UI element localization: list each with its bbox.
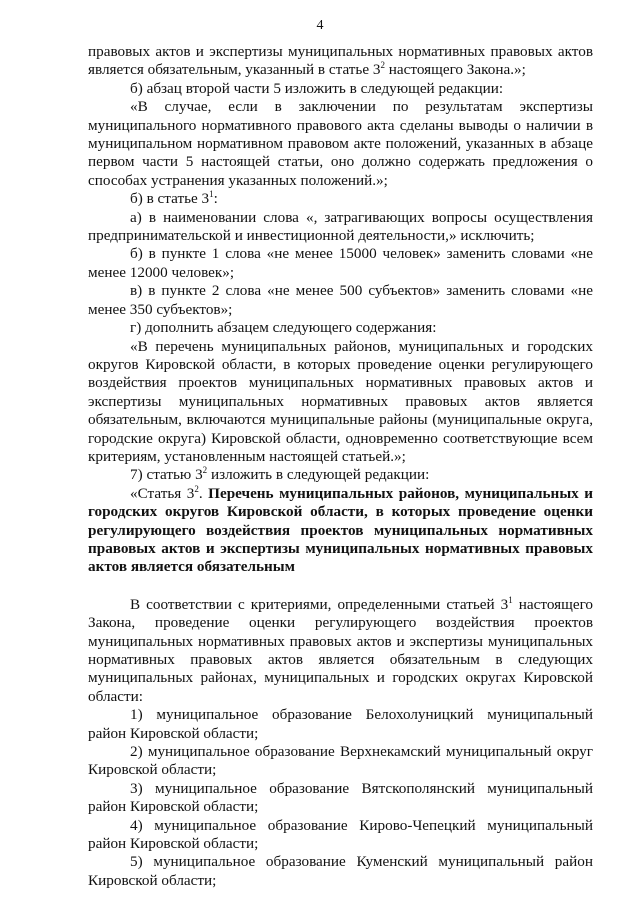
text-run: 1) муниципальное образование Белохолуницкий муниципальный район Кировской области; — [88, 706, 593, 742]
paragraph — [88, 282, 593, 319]
text-run: «В случае, если в заключении по результатам экспертизы муниципального нормативного правового акта сделаны выводы о наличии в муниципальном нормативном правовом акте положений, указанных в абзаце первом части 5 настоящей статьи, оно должно содержать предложения о способах устранения указанных положений.»; — [88, 98, 593, 189]
paragraph — [88, 80, 593, 98]
text-run: 5) муниципальное образование Куменский муниципальный район Кировской области; — [88, 853, 593, 889]
paragraph — [88, 98, 593, 190]
text-run: г) дополнить абзацем следующего содержания: — [130, 319, 437, 337]
text-run: 3) муниципальное образование Вятскополянский муниципальный район Кировской области; — [88, 779, 593, 816]
paragraph — [88, 338, 593, 467]
list-item — [88, 817, 593, 854]
list-item — [88, 743, 593, 780]
bold-text: Перечень муниципальных районов, муниципальных и городских округов Кировской области, в которых проведение оценки регулирующего воздействия проектов муниципальных нормативных правовых актов и экспертизы муниципальных нормативных правовых актов является обязательным — [88, 484, 594, 576]
text-run: . — [198, 484, 209, 502]
article-heading — [88, 485, 593, 577]
text-run: В соответствии с критериями, определенными статьей 3 — [130, 595, 509, 613]
text-run: б) абзац второй части 5 изложить в следующей редакции: — [130, 79, 504, 97]
superscript: 2 — [202, 465, 208, 476]
text-run: в) в пункте 2 слова «не менее 500 субъектов» заменить словами «не менее 350 субъектов»; — [88, 282, 593, 318]
text-run: 4) муниципальное образование Кирово-Чепецкий муниципальный район Кировской области; — [88, 816, 593, 853]
text-run: : — [213, 190, 218, 208]
paragraph — [88, 245, 593, 282]
paragraph — [88, 209, 593, 246]
superscript: 1 — [508, 594, 513, 605]
text-run: изложить в следующей редакции: — [207, 466, 430, 484]
document-body — [88, 43, 593, 890]
text-run: б) в статье 3 — [130, 190, 210, 208]
text-run: а) в наименовании слова «, затрагивающих вопросы осуществления предпринимательской и инвестиционной деятельности,» исключить; — [88, 208, 593, 245]
superscript: 1 — [209, 189, 214, 200]
list-item — [88, 853, 593, 890]
list-item — [88, 706, 593, 743]
page-number: 4 — [316, 18, 324, 33]
paragraph — [88, 596, 593, 706]
paragraph — [88, 319, 593, 337]
text-run: 2) муниципальное образование Верхнекамский муниципальный округ Кировской области; — [88, 743, 593, 779]
superscript: 2 — [194, 483, 199, 494]
text-run: б) в пункте 1 слова «не менее 15000 человек» заменить словами «не менее 12000 человек»; — [88, 245, 593, 281]
text-run: правовых актов и экспертизы муниципальных нормативных правовых актов является обязательным, указанный в статье 3 — [88, 43, 593, 79]
list-item — [88, 780, 593, 817]
text-run: «Статья 3 — [130, 484, 195, 502]
paragraph — [88, 466, 593, 484]
text-run: «В перечень муниципальных районов, муниципальных и городских округов Кировской области, в которых проведение оценки регулирующего воздействия проектов муниципальных нормативных правовых актов и экспертизы муниципальных нормативных правовых актов является обязательным, включаются муниципальные районы (муниципальные округа, городские округа) Кировской области, одновременно соответствующие всем критериям, установленным настоящей статьей.»; — [88, 337, 593, 465]
paragraph — [88, 190, 593, 208]
text-run: настоящего Закона, проведение оценки регулирующего воздействия проектов муниципальных нормативных правовых актов и экспертизы муниципальных нормативных правовых актов является обязательным в следующих муниципальных районах, муниципальных и городских округах Кировской области: — [88, 595, 594, 705]
paragraph — [88, 43, 593, 80]
text-run: настоящего Закона.»; — [385, 61, 526, 79]
superscript: 2 — [380, 60, 385, 71]
text-run: 7) статью 3 — [130, 466, 203, 484]
